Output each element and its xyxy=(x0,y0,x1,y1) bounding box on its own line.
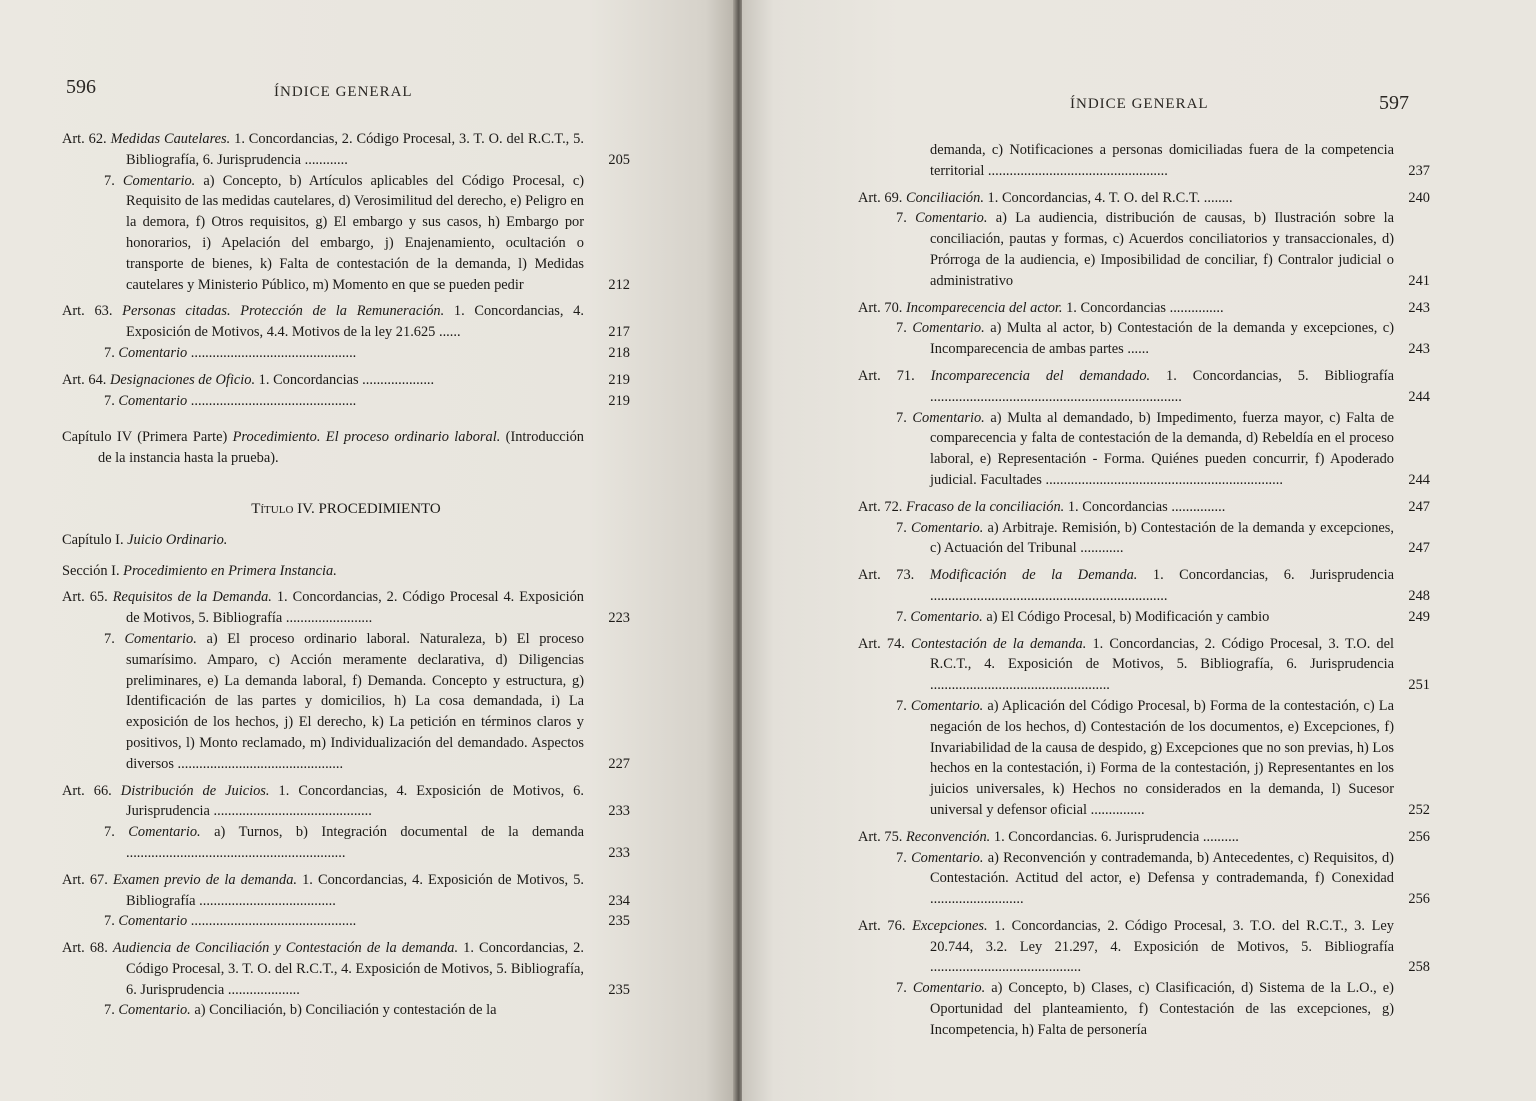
entry-label: Art. 73. xyxy=(858,567,915,584)
entry-details: a) Turnos, b) Integración documental de la demanda ............................................................. xyxy=(126,824,584,861)
comment-entry xyxy=(62,171,630,296)
comment-entry xyxy=(62,911,630,932)
entry-details: .............................................. xyxy=(190,392,357,409)
continued-entry xyxy=(858,140,1430,182)
article-entry xyxy=(62,870,630,912)
entry-page-number: 244 xyxy=(1408,388,1430,405)
entry-page-number: 212 xyxy=(608,276,630,293)
entry-label: Art. 70. xyxy=(858,299,903,316)
entry-label: Art. 63. xyxy=(62,303,113,320)
comment-entry xyxy=(62,629,630,775)
entry-page-number: 247 xyxy=(1408,498,1430,515)
entry-label: 7. xyxy=(104,172,115,189)
entry-details: a) Arbitraje. Remisión, b) Contestación de la demanda y excepciones, c) Actuación del Tribunal ............ xyxy=(930,519,1394,557)
article-entry xyxy=(858,565,1430,607)
chapter-subtitle: (Introducción de la instancia hasta la prueba). xyxy=(98,429,584,467)
chapter-heading xyxy=(62,427,630,469)
comment-entry xyxy=(858,318,1430,360)
entry-label: 7. xyxy=(896,849,907,866)
entry-page-number: 233 xyxy=(608,844,630,861)
article-entry xyxy=(858,497,1430,518)
entry-page-number: 252 xyxy=(1408,801,1430,818)
entry-details: a) El Código Procesal, b) Modificación y cambio xyxy=(986,608,1270,625)
entry-label: Art. 64. xyxy=(62,371,107,388)
entry-title: Comentario xyxy=(118,392,188,409)
comment-entry xyxy=(62,822,630,864)
entry-label: Art. 75. xyxy=(858,828,903,845)
entry-label: Art. 71. xyxy=(858,367,915,384)
entry-page-number: 241 xyxy=(1408,272,1430,289)
entry-label: Art. 76. xyxy=(858,917,906,934)
entry-page-number: 217 xyxy=(608,324,630,341)
entry-title: Comentario. xyxy=(128,824,201,841)
entry-title: Medidas Cautelares. xyxy=(110,131,231,147)
entry-title: Incomparecencia del demandado. xyxy=(930,367,1151,384)
entry-details: 1. Concordancias, 2. Código Procesal, 3. T. O. del R.C.T., 4. Exposición de Motivos, 5. Bibliografía, 6. Jurisprudencia .................... xyxy=(126,940,584,998)
entry-title: Fracaso de la conciliación. xyxy=(905,498,1065,515)
entry-label: 7. xyxy=(896,210,907,227)
article-entry xyxy=(858,634,1430,696)
comment-entry xyxy=(858,607,1430,628)
entry-details: a) Concepto, b) Clases, c) Clasificación, d) Sistema de la L.O., e) Oportunidad del planteamiento, f) Contestación de las excepciones, g) Incompetencia, h) Falta de personería xyxy=(930,980,1394,1038)
comment-entry xyxy=(858,408,1430,491)
entry-details: 1. Concordancias. 6. Jurisprudencia .......... xyxy=(993,828,1239,845)
comment-entry xyxy=(858,518,1430,560)
comment-entry xyxy=(858,208,1430,291)
entry-title: Comentario. xyxy=(910,608,983,625)
comment-entry xyxy=(62,391,630,412)
section-label: Sección I. xyxy=(62,562,120,579)
entry-page-number: 247 xyxy=(1408,540,1430,557)
entry-label: 7. xyxy=(104,1002,115,1019)
entry-label: Art. 65. xyxy=(62,589,108,606)
article-entry xyxy=(62,938,630,1000)
article-entry xyxy=(62,587,630,629)
entry-title: Excepciones. xyxy=(912,917,988,934)
right-column xyxy=(858,140,1430,1041)
comment-entry xyxy=(62,1000,630,1021)
entry-title: Comentario. xyxy=(118,1002,191,1019)
entry-page-number: 249 xyxy=(1408,608,1430,625)
entry-title: Comentario. xyxy=(124,630,197,647)
entry-title: Modificación de la Demanda. xyxy=(929,567,1138,584)
article-entry xyxy=(62,301,630,343)
entry-label: Art. 66. xyxy=(62,782,112,799)
entry-page-number: 234 xyxy=(608,892,630,909)
running-head: ÍNDICE GENERAL xyxy=(274,84,413,100)
entry-page-number: 223 xyxy=(608,610,630,627)
comment-entry xyxy=(858,696,1430,821)
entry-details: a) Aplicación del Código Procesal, b) Forma de la contestación, c) La negación de los hechos, d) Contestación de los documentos, e) Excepciones, f) Invariabilidad de la causa de despido, g) Excepciones que no son previas, h) Los hechos en la contestación, i) Forma de la contestación, j) Representantes en los juicios universales, k) Hechos no considerados en la demanda, l) Sucesor universal y defensor oficial ............... xyxy=(930,697,1394,818)
entry-page-number: 248 xyxy=(1408,587,1430,604)
entry-page-number: 235 xyxy=(608,981,630,998)
left-page xyxy=(0,0,735,1101)
entry-details: 1. Concordancias, 5. Bibliografía ...................................................................... xyxy=(930,367,1394,405)
entry-page-number: 227 xyxy=(608,755,630,772)
entry-title: Personas citadas. Protección de la Remuneración. xyxy=(122,303,445,320)
entry-details: 1. Concordancias, 2. Código Procesal, 3. T.O. del R.C.T., 3. Ley 20.744, 3.2. Ley 21.297, 4. Exposición de Motivos, 5. Bibliografía .......................................... xyxy=(930,917,1394,976)
entry-details: a) Reconvención y contrademanda, b) Antecedentes, c) Requisitos, d) Contestación. Actitud del actor, e) Defensa y contrademanda, f) Conexidad .......................... xyxy=(930,849,1394,908)
entry-title: Comentario. xyxy=(912,980,986,997)
entry-details: 1. Concordancias, 6. Jurisprudencia .................................................................. xyxy=(930,567,1394,604)
left-column xyxy=(62,129,630,1021)
entry-details: 1. Concordancias, 4. Exposición de Motivos, 6. Jurisprudencia ............................................ xyxy=(126,782,584,820)
entry-title: Comentario. xyxy=(910,697,984,714)
entry-title: Incomparecencia del actor. xyxy=(905,299,1063,316)
entry-page-number: 256 xyxy=(1408,891,1430,908)
entry-title: Comentario. xyxy=(915,210,988,227)
chapter-i-heading xyxy=(62,530,630,551)
entry-title: Comentario. xyxy=(911,849,984,866)
entry-title: Comentario xyxy=(118,913,188,930)
title-text: IV. PROCEDIMIENTO xyxy=(297,500,441,517)
entry-title: Reconvención. xyxy=(905,828,991,845)
entry-title: Designaciones de Oficio. xyxy=(109,371,256,388)
entry-details: demanda, c) Notificaciones a personas domiciliadas fuera de la competencia territorial .................................................. xyxy=(930,142,1394,179)
entry-details: .............................................. xyxy=(190,344,357,361)
article-entry xyxy=(62,370,630,391)
chapter-i-label: Capítulo I. xyxy=(62,531,124,548)
page-number: 597 xyxy=(1379,92,1409,114)
entry-page-number: 240 xyxy=(1408,189,1430,206)
entry-page-number: 219 xyxy=(608,392,630,409)
article-entry xyxy=(858,366,1430,408)
entry-label: 7. xyxy=(104,344,115,361)
chapter-label: Capítulo IV (Primera Parte) xyxy=(62,429,228,446)
entry-details: a) Conciliación, b) Conciliación y contestación de la xyxy=(194,1002,497,1019)
section-heading xyxy=(62,561,630,582)
article-entry xyxy=(858,827,1430,848)
entry-details: a) Multa al actor, b) Contestación de la demanda y excepciones, c) Incomparecencia de ambas partes ...... xyxy=(930,320,1394,358)
entry-details: a) El proceso ordinario laboral. Naturaleza, b) El proceso sumarísimo. Amparo, c) Acción meramente declarativa, d) Diligencias preliminares, e) La demanda laboral, f) Demanda. Concepto y estructura, g) Identificación de las partes y domicilios, h) La cosa demandada, i) La exposición de los hechos, j) El derecho, k) La petición en términos claros y positivos, l) Monto reclamado, m) Individualización del demandado. Aspectos diversos .............................................. xyxy=(126,630,584,772)
entry-title: Conciliación. xyxy=(905,189,984,206)
entry-title: Comentario. xyxy=(910,519,984,536)
entry-label: Art. 72. xyxy=(858,498,903,515)
entry-details: a) Multa al demandado, b) Impedimento, fuerza mayor, c) Falta de comparecencia y falta de contestación de la demanda, d) Rebeldía en el proceso laboral, e) Representación - Forma. Quiénes pueden concurrir, f) Apoderado judicial. Facultades .................................................................. xyxy=(930,409,1394,488)
entry-page-number: 243 xyxy=(1408,299,1430,316)
entry-details: 1. Concordancias ............... xyxy=(1067,498,1226,515)
title-heading xyxy=(62,499,630,520)
entry-details: a) Concepto, b) Artículos aplicables del Código Procesal, c) Requisito de las medidas cautelares, d) Verosimilitud del derecho, e) Peligro en la demora, f) Otros requisitos, g) El embargo y sus casos, h) Embargo por honorarios, i) Apelación del embargo, j) Enajenamiento, ocultación o transporte de bienes, k) Falta de contestación de la demanda, l) Medidas cautelares y Ministerio Público, m) Momento en que se pueden pedir xyxy=(126,172,585,293)
page-number: 596 xyxy=(66,76,96,98)
entry-title: Comentario xyxy=(118,344,188,361)
entry-label: Art. 67. xyxy=(62,871,108,888)
entry-label: 7. xyxy=(896,980,907,997)
entry-details: 1. Concordancias, 2. Código Procesal, 3. T.O. del R.C.T., 4. Exposición de Motivos, 5. Bibliografía, 6. Jurisprudencia .................................................. xyxy=(930,635,1394,694)
entry-label: 7. xyxy=(104,913,115,930)
entry-details: a) La audiencia, distribución de causas, b) Ilustración sobre la conciliación, pautas y formas, c) Acuerdos conciliatorios y transaccionales, d) Prórroga de la audiencia, e) Imposibilidad de conciliar, f) Contralor judicial o administrativo xyxy=(930,210,1394,289)
entry-list xyxy=(62,129,630,411)
section-title: Procedimiento en Primera Instancia. xyxy=(123,562,337,579)
entry-label: Art. 68. xyxy=(62,940,108,957)
entry-label: 7. xyxy=(896,697,907,714)
entry-label: 7. xyxy=(104,392,115,409)
article-entry xyxy=(858,188,1430,209)
comment-entry xyxy=(62,343,630,364)
entry-page-number: 244 xyxy=(1408,471,1430,488)
entry-title: Distribución de Juicios. xyxy=(120,782,270,799)
entry-page-number: 251 xyxy=(1408,677,1430,694)
entry-page-number: 233 xyxy=(608,803,630,820)
comment-entry xyxy=(858,848,1430,910)
comment-entry xyxy=(858,978,1430,1040)
entry-label: 7. xyxy=(104,824,115,841)
chapter-title: Procedimiento. El proceso ordinario laboral. xyxy=(232,429,501,446)
entry-label: Art. 74. xyxy=(858,635,905,652)
entry-list-2 xyxy=(62,587,630,1021)
entry-page-number: 237 xyxy=(1408,162,1430,179)
entry-details: .............................................. xyxy=(190,913,357,930)
entry-page-number: 205 xyxy=(608,151,630,168)
entry-label: 7. xyxy=(896,409,907,426)
entry-details: 1. Concordancias, 4. Exposición de Motivos, 4.4. Motivos de la ley 21.625 ...... xyxy=(126,303,584,341)
entry-page-number: 218 xyxy=(608,344,630,361)
entry-page-number: 219 xyxy=(608,371,630,388)
running-head: ÍNDICE GENERAL xyxy=(1070,96,1209,112)
right-page xyxy=(742,0,1536,1101)
entry-title: Audiencia de Conciliación y Contestación de la demanda. xyxy=(112,940,459,957)
entry-title: Comentario. xyxy=(912,409,985,426)
entry-label: 7. xyxy=(104,630,115,647)
entry-details: 1. Concordancias, 4. T. O. del R.C.T. ........ xyxy=(987,189,1233,206)
entry-title: Comentario. xyxy=(122,172,196,189)
chapter-i-title: Juicio Ordinario. xyxy=(127,531,228,548)
entry-label: 7. xyxy=(896,608,907,625)
entry-title: Examen previo de la demanda. xyxy=(112,871,297,888)
title-label: Título xyxy=(251,500,294,517)
entry-details: 1. Concordancias ............... xyxy=(1066,299,1224,316)
entry-details: 1. Concordancias .................... xyxy=(258,371,435,388)
entry-title: Requisitos de la Demanda. xyxy=(112,589,272,606)
entry-page-number: 258 xyxy=(1408,959,1430,976)
entry-details: 1. Concordancias, 2. Código Procesal, 3. T. O. del R.C.T., 5. Bibliografía, 6. Jurisprudencia ............ xyxy=(126,131,584,168)
entry-label: 7. xyxy=(896,320,907,337)
entry-page-number: 235 xyxy=(608,913,630,930)
entry-title: Comentario. xyxy=(912,320,985,337)
article-entry xyxy=(62,129,630,171)
entry-details: 1. Concordancias, 2. Código Procesal 4. Exposición de Motivos, 5. Bibliografía ........................ xyxy=(126,589,584,627)
entry-title: Contestación de la demanda. xyxy=(910,635,1087,652)
entry-label: Art. 69. xyxy=(858,189,903,206)
entry-label: 7. xyxy=(896,519,907,536)
entry-list xyxy=(858,140,1430,1041)
article-entry xyxy=(858,298,1430,319)
entry-page-number: 256 xyxy=(1408,828,1430,845)
article-entry xyxy=(62,781,630,823)
entry-label: Art. 62. xyxy=(62,131,107,147)
article-entry xyxy=(858,916,1430,978)
entry-details: 1. Concordancias, 4. Exposición de Motivos, 5. Bibliografía ...................................... xyxy=(126,871,584,909)
entry-page-number: 243 xyxy=(1408,341,1430,358)
